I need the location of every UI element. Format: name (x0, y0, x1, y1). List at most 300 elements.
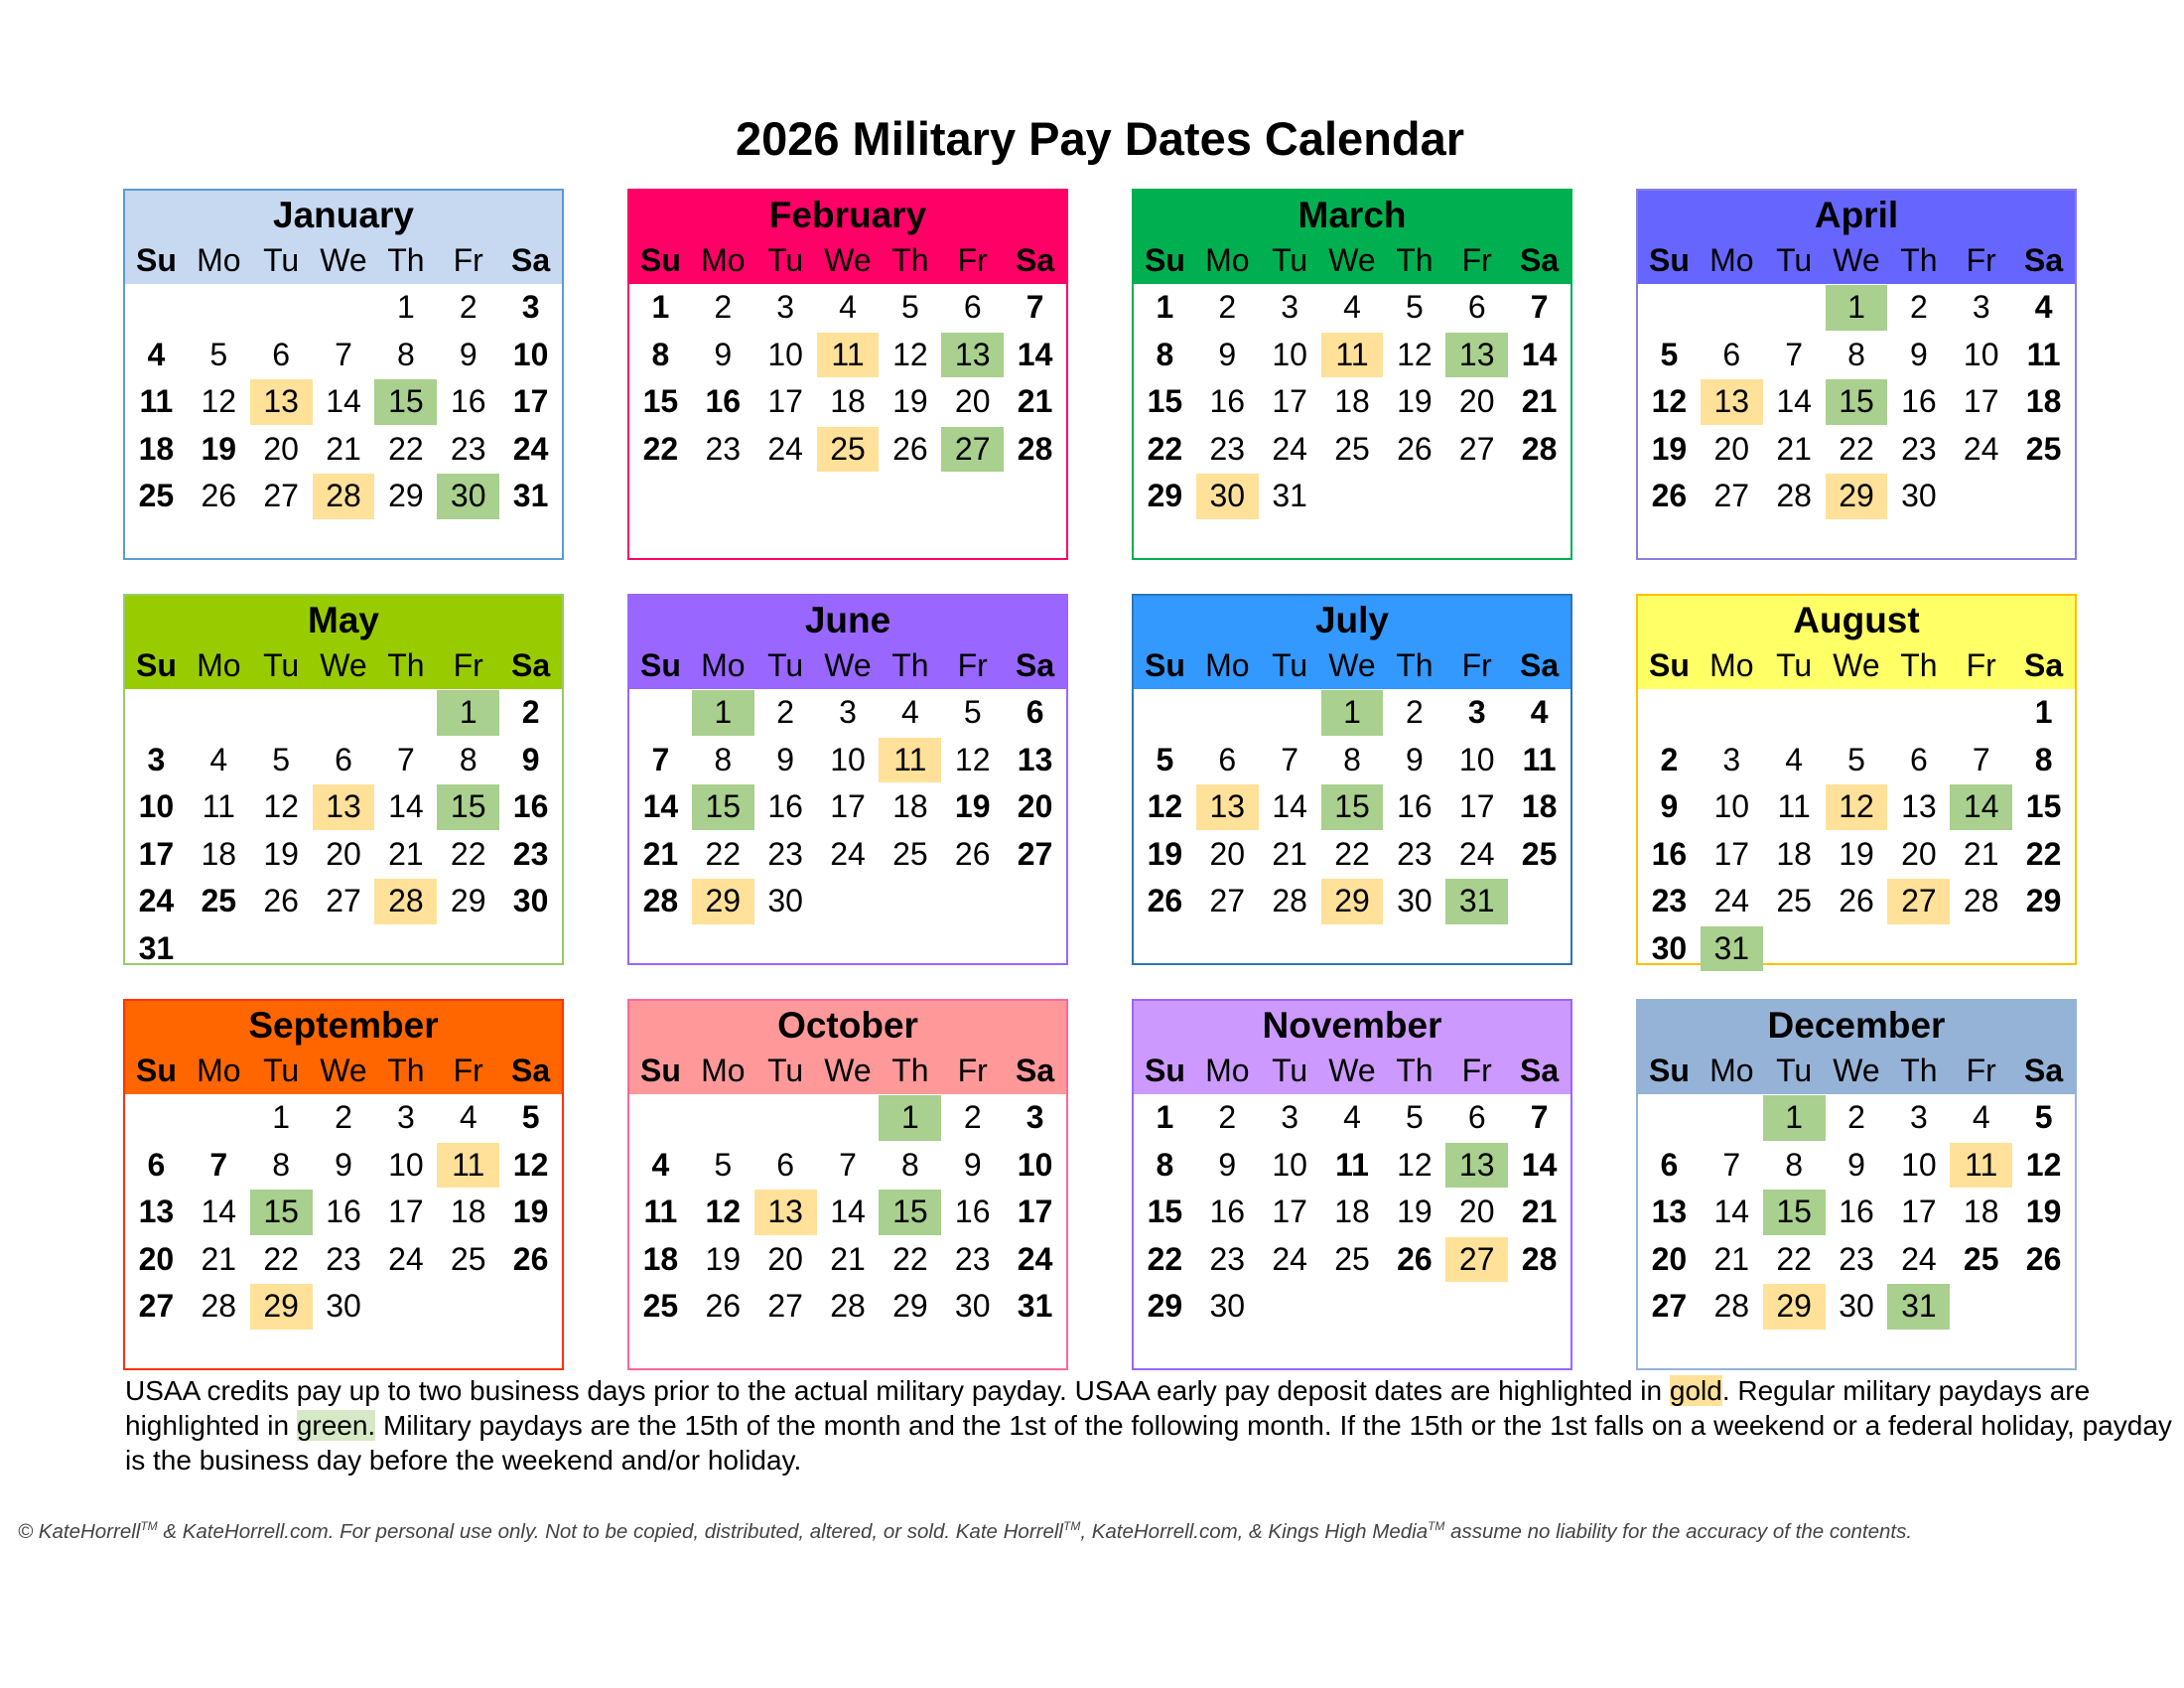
day-cell: 15 (437, 783, 499, 831)
day-cell: 28 (201, 1288, 237, 1324)
day-cell: 8 (714, 741, 733, 777)
week-row (125, 783, 562, 831)
day-cell: 20 (954, 383, 991, 419)
day-cell: 22 (705, 835, 742, 872)
day-cell: 3 (1722, 741, 1741, 777)
week-row (1134, 689, 1570, 737)
day-cell: 25 (1334, 1240, 1370, 1277)
weekday-header (629, 1048, 1066, 1094)
day-cell: 9 (1909, 336, 1928, 372)
weekday-label: Th (891, 242, 929, 278)
day-cell: 22 (2025, 835, 2062, 872)
empty-day-cell (374, 925, 437, 973)
day-cell: 24 (1963, 430, 1999, 467)
day-cell: 9 (1405, 741, 1424, 777)
day-cell: 15 (2025, 788, 2062, 824)
day-cell: 23 (954, 1240, 991, 1277)
weekday-label: We (824, 647, 872, 683)
day-cell: 28 (374, 878, 437, 925)
month-march (1132, 189, 1572, 560)
weekday-label: Mo (701, 647, 746, 683)
weekday-label: Fr (453, 1053, 483, 1088)
day-cell: 20 (326, 835, 361, 872)
empty-day-cell (1508, 878, 1570, 925)
day-cell: 13 (138, 1194, 175, 1229)
day-cell: 20 (1209, 835, 1246, 872)
day-cell: 22 (892, 1240, 928, 1277)
footer-text-3: , KateHorrell.com, & Kings High Media (1080, 1519, 1429, 1543)
week-row (125, 1142, 562, 1190)
day-cell: 11 (1335, 1146, 1369, 1183)
day-cell: 17 (1272, 383, 1307, 419)
day-cell: 10 (138, 788, 175, 824)
empty-day-cell (313, 284, 375, 332)
week-row (1638, 284, 2075, 332)
day-cell: 25 (1776, 883, 1812, 918)
day-cell: 21 (1963, 835, 1999, 872)
day-cell: 22 (1147, 1240, 1183, 1277)
day-cell: 24 (1713, 883, 1750, 918)
day-cell: 2 (1405, 694, 1424, 730)
week-row (1638, 878, 2075, 925)
month-april (1636, 189, 2077, 560)
day-cell: 6 (1660, 1146, 1679, 1183)
day-cell: 2 (776, 694, 795, 730)
weekday-label: Th (1900, 647, 1938, 683)
day-cell: 30 (1901, 478, 1937, 513)
day-cell: 3 (1972, 289, 1990, 325)
day-cell: 13 (1017, 741, 1053, 777)
empty-day-cell (629, 689, 692, 737)
weekday-header (1134, 642, 1570, 689)
day-cell: 16 (326, 1194, 361, 1229)
month-november (1132, 999, 1572, 1370)
day-cell: 18 (1963, 1194, 1999, 1229)
month-may (123, 594, 564, 965)
day-cell: 14 (1521, 1146, 1558, 1183)
weekday-label: Th (387, 1053, 425, 1088)
day-cell: 15 (1147, 383, 1183, 419)
day-cell: 9 (1218, 336, 1237, 372)
day-cell: 17 (1713, 835, 1750, 872)
day-cell: 28 (1521, 430, 1558, 467)
day-cell: 31 (1445, 878, 1508, 925)
day-cell: 15 (250, 1189, 313, 1236)
day-cell: 18 (138, 430, 175, 467)
empty-day-cell (125, 284, 188, 332)
day-cell: 31 (1017, 1288, 1053, 1324)
week-row (1638, 332, 2075, 379)
weekday-label: Fr (453, 242, 483, 278)
week-row (125, 284, 562, 332)
weekday-label: Sa (1520, 242, 1560, 278)
day-cell: 9 (1660, 788, 1679, 824)
empty-day-cell (879, 878, 941, 925)
weekday-label: Th (1900, 242, 1938, 278)
day-cell: 3 (1467, 694, 1486, 730)
day-cell: 9 (1218, 1146, 1237, 1183)
day-cell: 28 (1017, 430, 1053, 467)
weekday-label: Th (1396, 242, 1433, 278)
day-cell: 7 (839, 1146, 857, 1183)
pay-note (125, 1373, 2180, 1477)
day-cell: 19 (1397, 1194, 1433, 1229)
week-row (1638, 1189, 2075, 1236)
weekday-label: Su (639, 1053, 681, 1088)
day-cell: 5 (900, 289, 919, 325)
empty-day-cell (692, 1094, 754, 1142)
day-cell: 27 (1017, 835, 1053, 872)
day-cell: 12 (263, 788, 299, 824)
day-cell: 5 (1405, 1099, 1424, 1135)
day-cell: 11 (1321, 332, 1384, 379)
week-row (1134, 426, 1570, 474)
day-cell: 23 (326, 1240, 361, 1277)
day-cell: 29 (1763, 1283, 1826, 1331)
weekday-label: Tu (1776, 242, 1813, 278)
weekday-label: We (1833, 1053, 1880, 1088)
day-cell: 23 (1651, 883, 1688, 918)
empty-day-cell (1383, 473, 1445, 520)
weekday-label: We (320, 242, 367, 278)
empty-day-cell (1134, 689, 1196, 737)
empty-day-cell (250, 925, 313, 973)
day-cell: 5 (1156, 741, 1174, 777)
day-cell: 2 (1847, 1099, 1865, 1135)
day-cell: 29 (250, 1283, 313, 1331)
month-name: April (1638, 191, 2075, 237)
day-cell: 27 (1651, 1288, 1688, 1324)
day-cell: 10 (1963, 336, 1999, 372)
day-cell: 16 (450, 383, 486, 419)
day-cell: 1 (1826, 284, 1888, 332)
day-cell: 4 (1343, 1099, 1361, 1135)
weekday-header (629, 237, 1066, 284)
day-cell: 4 (459, 1099, 478, 1135)
day-cell: 12 (1826, 783, 1888, 831)
day-cell: 30 (1209, 1288, 1246, 1324)
day-cell: 21 (1272, 835, 1307, 872)
weekday-label: Sa (1016, 1053, 1055, 1088)
day-cell: 2 (1660, 741, 1679, 777)
day-cell: 30 (767, 883, 803, 918)
day-cell: 16 (1209, 383, 1246, 419)
day-cell: 5 (963, 694, 982, 730)
day-cell: 24 (1458, 835, 1495, 872)
day-cell: 8 (900, 1146, 919, 1183)
day-cell: 12 (892, 336, 928, 372)
day-cell: 21 (1713, 1240, 1750, 1277)
day-cell: 31 (1272, 478, 1307, 513)
empty-day-cell (1004, 878, 1066, 925)
week-row (1134, 783, 1570, 831)
day-cell: 28 (1272, 883, 1307, 918)
empty-day-cell (1826, 925, 1888, 973)
empty-day-cell (817, 1094, 880, 1142)
day-cell: 14 (642, 788, 679, 824)
day-cell: 10 (512, 336, 549, 372)
empty-day-cell (313, 925, 375, 973)
day-cell: 18 (1776, 835, 1812, 872)
day-cell: 19 (954, 788, 991, 824)
weekday-label: Sa (511, 647, 551, 683)
empty-day-cell (250, 689, 313, 737)
empty-day-cell (1383, 1283, 1445, 1331)
day-cell: 8 (459, 741, 478, 777)
day-cell: 16 (512, 788, 549, 824)
day-cell: 6 (1467, 1099, 1486, 1135)
day-cell: 19 (201, 430, 237, 467)
day-cell: 27 (1445, 1236, 1508, 1284)
empty-day-cell (1763, 925, 1826, 973)
weekday-header (125, 1048, 562, 1094)
day-cell: 1 (272, 1099, 291, 1135)
day-cell: 25 (642, 1288, 679, 1324)
weekday-label: We (824, 1053, 872, 1088)
day-cell: 2 (963, 1099, 982, 1135)
week-row (629, 1236, 1066, 1284)
day-cell: 28 (313, 473, 375, 520)
day-cell: 7 (335, 336, 352, 372)
day-cell: 4 (839, 289, 857, 325)
day-cell: 6 (335, 741, 352, 777)
empty-day-cell (1763, 689, 1826, 737)
day-cell: 2 (1218, 289, 1237, 325)
day-cell: 13 (1445, 1142, 1508, 1190)
day-cell: 4 (209, 741, 228, 777)
empty-day-cell (437, 1283, 499, 1331)
week-row (125, 1094, 562, 1142)
day-cell: 13 (941, 332, 1004, 379)
weekday-label: Tu (1272, 242, 1308, 278)
weekday-label: Tu (1272, 1053, 1308, 1088)
week-row (125, 831, 562, 879)
day-cell: 30 (1839, 1288, 1874, 1324)
day-cell: 23 (767, 835, 803, 872)
day-cell: 13 (1701, 378, 1763, 426)
day-cell: 10 (1272, 336, 1307, 372)
day-cell: 10 (1901, 1146, 1937, 1183)
day-cell: 17 (830, 788, 866, 824)
day-cell: 23 (1901, 430, 1937, 467)
empty-day-cell (1445, 1283, 1508, 1331)
weekday-label: Tu (263, 647, 300, 683)
day-cell: 29 (2025, 883, 2062, 918)
day-cell: 22 (1334, 835, 1370, 872)
day-cell: 6 (776, 1146, 795, 1183)
empty-day-cell (1826, 689, 1888, 737)
day-cell: 16 (954, 1194, 991, 1229)
day-cell: 3 (147, 741, 166, 777)
day-cell: 30 (954, 1288, 991, 1324)
week-row (125, 925, 562, 973)
copyright-footer (18, 1519, 2182, 1544)
day-cell: 14 (830, 1194, 866, 1229)
day-cell: 20 (263, 430, 299, 467)
day-cell: 29 (1147, 478, 1183, 513)
day-cell: 13 (250, 378, 313, 426)
empty-day-cell (2012, 473, 2075, 520)
weekday-label: Su (1648, 1053, 1690, 1088)
day-cell: 1 (396, 289, 415, 325)
weekday-label: Su (135, 1053, 177, 1088)
day-cell: 6 (272, 336, 291, 372)
day-cell: 17 (1458, 788, 1495, 824)
empty-day-cell (1259, 1283, 1321, 1331)
day-cell: 8 (1847, 336, 1865, 372)
day-cell: 19 (705, 1240, 742, 1277)
day-cell: 2 (335, 1099, 352, 1135)
weekday-label: Su (1648, 242, 1690, 278)
weekday-label: Mo (1205, 647, 1250, 683)
empty-day-cell (2012, 925, 2075, 973)
week-row (125, 378, 562, 426)
weekday-header (629, 642, 1066, 689)
day-cell: 22 (1839, 430, 1874, 467)
day-cell: 31 (1701, 925, 1763, 973)
weekday-header (1134, 237, 1570, 284)
day-cell: 6 (1909, 741, 1928, 777)
day-cell: 10 (388, 1146, 424, 1183)
day-cell: 21 (830, 1240, 866, 1277)
week-row (629, 783, 1066, 831)
day-cell: 14 (1713, 1194, 1750, 1229)
note-green-word: green. (296, 1410, 376, 1441)
day-cell: 22 (388, 430, 424, 467)
empty-day-cell (188, 925, 250, 973)
empty-day-cell (2012, 1283, 2075, 1331)
day-cell: 20 (1651, 1240, 1688, 1277)
day-cell: 28 (642, 883, 679, 918)
day-cell: 1 (1321, 689, 1384, 737)
week-row (1134, 737, 1570, 784)
day-cell: 26 (263, 883, 299, 918)
weekday-header (1134, 1048, 1570, 1094)
day-cell: 24 (1272, 1240, 1307, 1277)
day-cell: 16 (1651, 835, 1688, 872)
day-cell: 29 (1321, 878, 1384, 925)
day-cell: 5 (1405, 289, 1424, 325)
weekday-label: Fr (1966, 242, 1996, 278)
day-cell: 6 (1467, 289, 1486, 325)
day-cell: 25 (450, 1240, 486, 1277)
day-cell: 3 (396, 1099, 415, 1135)
day-cell: 30 (437, 473, 499, 520)
day-cell: 24 (512, 430, 549, 467)
day-cell: 18 (892, 788, 928, 824)
empty-day-cell (188, 689, 250, 737)
day-cell: 26 (1397, 430, 1433, 467)
empty-day-cell (499, 1283, 562, 1331)
weekday-label: We (1328, 1053, 1376, 1088)
weekday-header (125, 237, 562, 284)
day-cell: 23 (1397, 835, 1433, 872)
day-cell: 5 (714, 1146, 733, 1183)
weekday-label: Fr (1966, 647, 1996, 683)
day-cell: 23 (512, 835, 549, 872)
day-cell: 19 (2025, 1194, 2062, 1229)
day-cell: 17 (138, 835, 175, 872)
day-cell: 7 (209, 1146, 228, 1183)
day-cell: 19 (1651, 430, 1688, 467)
day-cell: 3 (1909, 1099, 1928, 1135)
weekday-header (1638, 1048, 2075, 1094)
weekday-label: Mo (701, 1053, 746, 1088)
empty-day-cell (1887, 689, 1950, 737)
day-cell: 1 (651, 289, 670, 325)
day-cell: 25 (138, 478, 175, 513)
weekday-label: Sa (1520, 1053, 1560, 1088)
weekday-label: Tu (263, 242, 300, 278)
day-cell: 24 (1017, 1240, 1053, 1277)
weekday-header (1638, 642, 2075, 689)
day-cell: 12 (1397, 336, 1433, 372)
weekday-label: Tu (767, 1053, 804, 1088)
week-row (1134, 1283, 1570, 1331)
weekday-label: Sa (511, 1053, 551, 1088)
day-cell: 1 (2034, 694, 2053, 730)
weekday-label: Su (1648, 647, 1690, 683)
weekday-label: Mo (197, 242, 241, 278)
day-cell: 20 (1458, 1194, 1495, 1229)
week-row (1134, 878, 1570, 925)
day-cell: 21 (326, 430, 361, 467)
empty-day-cell (313, 689, 375, 737)
day-cell: 10 (1458, 741, 1495, 777)
weekday-label: Su (135, 647, 177, 683)
empty-day-cell (817, 878, 880, 925)
weekday-label: Su (135, 242, 177, 278)
day-cell: 23 (1209, 1240, 1246, 1277)
day-cell: 26 (705, 1288, 742, 1324)
day-cell: 27 (263, 478, 299, 513)
day-cell: 13 (1196, 783, 1259, 831)
week-row (125, 1236, 562, 1284)
day-cell: 26 (1147, 883, 1183, 918)
week-row (1638, 1236, 2075, 1284)
day-cell: 15 (1763, 1189, 1826, 1236)
weekday-label: Tu (263, 1053, 300, 1088)
day-cell: 12 (512, 1146, 549, 1183)
month-name: November (1134, 1001, 1570, 1048)
day-cell: 11 (202, 788, 235, 824)
footer-text-1: © KateHorrell (18, 1519, 141, 1543)
day-cell: 17 (1272, 1194, 1307, 1229)
day-cell: 28 (1776, 478, 1812, 513)
day-cell: 27 (1887, 878, 1950, 925)
weekday-label: Th (387, 647, 425, 683)
day-cell: 3 (839, 694, 857, 730)
week-row (629, 878, 1066, 925)
weekday-label: Su (639, 242, 681, 278)
weekday-label: Mo (1709, 1053, 1754, 1088)
day-cell: 15 (879, 1189, 941, 1236)
day-cell: 5 (272, 741, 291, 777)
empty-day-cell (754, 1094, 817, 1142)
day-cell: 4 (1530, 694, 1549, 730)
day-cell: 19 (263, 835, 299, 872)
month-name: August (1638, 596, 2075, 642)
month-june (627, 594, 1068, 965)
day-cell: 23 (1839, 1240, 1874, 1277)
day-cell: 8 (2034, 741, 2053, 777)
day-cell: 20 (1458, 383, 1495, 419)
week-row (1134, 332, 1570, 379)
day-cell: 28 (1713, 1288, 1750, 1324)
month-july (1132, 594, 1572, 965)
empty-day-cell (1638, 689, 1701, 737)
week-row (125, 1283, 562, 1331)
